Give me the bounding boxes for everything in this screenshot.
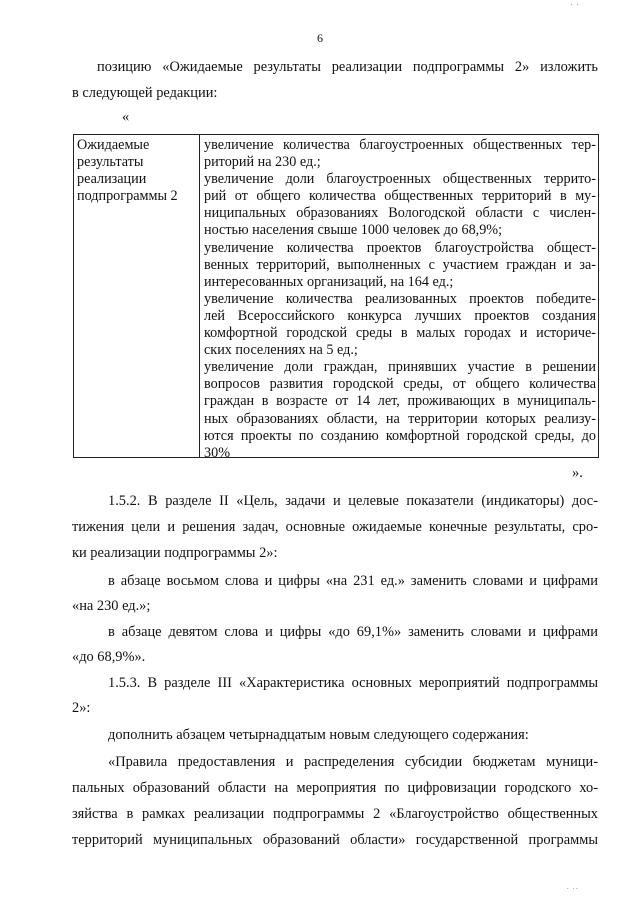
right-cell-line: венных территорий, выполненных с участием граждан и за- [204,256,596,273]
table-left-cell [77,137,197,205]
paragraph-3-line-2: «до 68,9%». [72,649,146,665]
paragraph-3-line-1: в абзаце девятом слова и цифры «до 69,1%» заменить словами и цифрами [108,624,598,640]
intro-line-1: позицию «Ожидаемые результаты реализации подпрограммы 2» изложить [97,59,598,75]
right-cell-line: увеличение доли граждан, принявших участие в решении [204,359,596,376]
right-cell-line: ностью населения свыше 1000 человек до 68,9%; [204,222,503,239]
right-cell-line: увеличение количества благоустроенных общественных тер- [204,137,596,153]
left-cell-line: реализации [77,171,147,187]
intro-line-2: в следующей редакции: [72,85,218,101]
right-cell-line: ных образованиях области, на территории которых реализу- [204,410,596,427]
corner-mark-top: · · [570,0,580,11]
right-cell-line: лей Всероссийского конкурса лучших проектов создания [204,307,596,324]
paragraph-4-line-2: 2»: [72,700,91,716]
paragraph-6-line-2: пальных образований области на мероприятия по цифровизации городского хо- [72,780,598,796]
right-cell-line: ских поселениях на 5 ед.; [204,342,358,359]
table-right-cell [204,137,596,462]
right-cell-line: ются проекты по созданию комфортной городской среды, до [204,427,596,444]
paragraph-1-line-3: ки реализации подпрограммы 2»: [72,545,278,561]
close-quote: ». [572,465,583,481]
paragraph-2-line-2: «на 230 ед.»; [72,598,151,614]
right-cell-line: увеличение количества реализованных проектов победите- [204,290,596,307]
corner-mark-bottom: · ·· [566,884,579,895]
paragraph-2-line-1: в абзаце восьмом слова и цифры «на 231 ед.» заменить словами и цифрами [108,573,598,589]
right-cell-line: интересованных организаций, на 164 ед.; [204,273,454,290]
right-cell-line: увеличение количества проектов благоустройства общест- [204,239,596,256]
left-cell-line: подпрограммы 2 [77,188,178,204]
left-cell-line: Ожидаемые [77,137,150,153]
right-cell-line: риторий на 230 ед.; [204,154,321,171]
paragraph-1-line-1: 1.5.2. В разделе II «Цель, задачи и целевые показатели (индикаторы) дос- [108,493,598,509]
right-cell-line: комфортной городской среды в малых городах и историче- [204,325,596,342]
right-cell-line: 30% [204,444,231,461]
open-quote: « [122,109,130,125]
table-column-divider [199,135,200,457]
left-cell-line: результаты [77,154,144,170]
paragraph-5-line-1: дополнить абзацем четырнадцатым новым следующего содержания: [108,727,529,743]
results-table [73,134,599,461]
page-number: 6 [317,31,323,45]
right-cell-line: граждан в возрасте от 14 лет, проживающих в муниципаль- [204,393,596,410]
right-cell-line: увеличение доли благоустроенных общественных террито- [204,171,596,188]
paragraph-6-line-3: зяйства в рамках реализации подпрограммы 2 «Благоустройство общественных [72,806,598,822]
paragraph-6-line-1: «Правила предоставления и распределения субсидии бюджетам муници- [108,754,598,770]
paragraph-6-line-4: территорий муниципальных образований области» государственной программы [72,832,598,848]
right-cell-line: рий от общего количества общественных территорий в му- [204,188,596,205]
right-cell-line: ниципальных образованиях Вологодской области с числен- [204,205,596,222]
right-cell-line: вопросов развития городской среды, от общего количества [204,376,596,393]
paragraph-1-line-2: тижения цели и решения задач, основные ожидаемые конечные результаты, сро- [72,519,598,535]
paragraph-4-line-1: 1.5.3. В разделе III «Характеристика основных мероприятий подпрограммы [108,675,598,691]
